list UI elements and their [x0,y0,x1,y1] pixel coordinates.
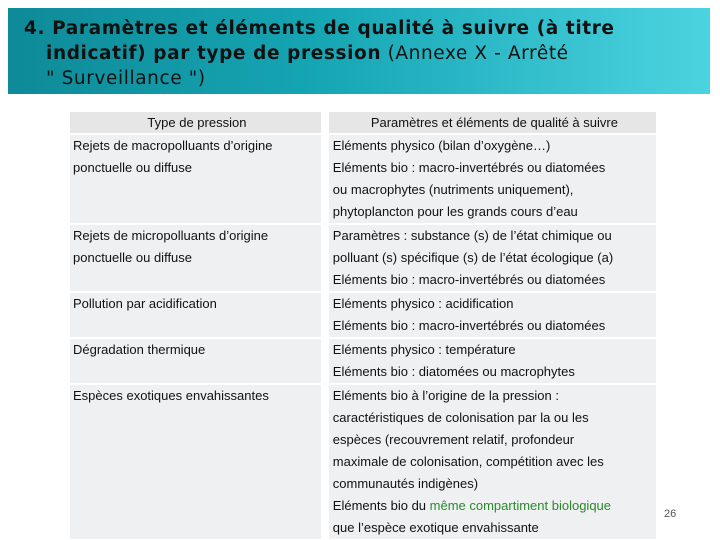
cell-text: : macro-invertébrés ou diatomées [407,318,606,333]
cell-text: communautés indigènes) [332,476,479,491]
cell-line [73,201,321,223]
cell-line [333,339,656,361]
cell-line [333,201,656,223]
title-banner [8,8,710,94]
cell-text: Eléments bio [332,318,408,333]
cell-line [73,315,321,337]
cell-text: polluant (s) spécifique (s) de l’état écologique (a) [332,250,614,265]
cell-text: Eléments bio [332,160,408,175]
cell-line [333,157,656,179]
cell-text: du [407,498,430,513]
left-cell [70,225,321,291]
cell-text: Eléments bio [332,364,408,379]
cell-text: Espèces exotiques envahissantes [73,388,269,403]
table-body [70,133,656,539]
cell-line [333,429,656,451]
right-cell [329,135,656,223]
right-cell [329,385,656,539]
left-cell [70,339,321,383]
title-text: (Annexe X - Arrêté [381,43,569,64]
cell-line [73,429,321,451]
cell-text: espèces (recouvrement relatif, profondeur [332,432,575,447]
cell-text: : acidification [434,296,514,311]
cell-text: caractéristiques de colonisation par la ou les [332,410,589,425]
cell-text: ou macrophytes (nutriments uniquement), [332,182,574,197]
cell-line [73,293,321,315]
cell-line [73,269,321,291]
cell-line [73,225,321,247]
table-row [70,337,656,383]
cell-text: : température [434,342,516,357]
cell-line [73,451,321,473]
title-line-2 [24,41,696,66]
cell-text: Eléments bio [332,498,408,513]
cell-line [333,315,656,337]
cell-text: Rejets de [73,228,132,243]
table-header-row [70,112,656,133]
cell-text: : macro-invertébrés ou diatomées [407,160,606,175]
cell-text: Eléments bio à l’origine de la pression [332,388,552,403]
cell-text: Rejets de [73,138,132,153]
cell-line [333,473,656,495]
left-cell [70,385,321,539]
cell-line [333,495,656,517]
cell-text: : substance (s) de l’état chimique ou [400,228,612,243]
cell-text: Eléments physico [332,342,435,357]
cell-line [333,517,656,539]
cell-text: phytoplancton pour les grands cours d’eau [332,204,578,219]
cell-text: maximale de colonisation, compétition avec les [332,454,604,469]
table-row [70,223,656,291]
title-text: indicatif) par type de pression [46,43,382,64]
cell-text: thermique [147,342,206,357]
cell-text: Paramètres [332,228,400,243]
header-type-pression: Type de pression [70,112,321,133]
right-cell [329,225,656,291]
cell-line [333,269,656,291]
cell-line [333,451,656,473]
cell-text: Eléments physico [332,296,435,311]
table-row [70,383,656,539]
cell-line [73,157,321,179]
cell-line [73,135,321,157]
cell-line [333,135,656,157]
cell-text: Eléments bio [332,272,408,287]
title-text: " Surveillance ") [46,68,206,89]
cell-text: même compartiment biologique [429,498,612,513]
cell-line [333,179,656,201]
page-number: 26 [664,508,677,520]
cell-text: d’origine [219,138,273,153]
cell-line [333,361,656,383]
cell-line [73,495,321,517]
cell-line [73,179,321,201]
cell-text: Dégradation [73,342,148,357]
cell-line [333,247,656,269]
cell-line [73,473,321,495]
pressure-table [70,112,656,539]
cell-text: micropolluants [131,228,216,243]
cell-text: acidification [148,296,217,311]
cell-text: ponctuelle ou diffuse [73,250,193,265]
cell-line [73,385,321,407]
cell-line [73,247,321,269]
cell-text: Eléments physico [332,138,435,153]
header-parametres: Paramètres et éléments de qualité à suivre [329,112,656,133]
title-line-3 [24,66,696,91]
table-row [70,133,656,223]
cell-line [333,225,656,247]
cell-line [333,407,656,429]
cell-text: macropolluants [131,138,220,153]
left-cell [70,135,321,223]
cell-text: (bilan d’oxygène…) [434,138,551,153]
cell-text: Pollution par [73,296,149,311]
cell-line [73,361,321,383]
cell-text: que l’espèce exotique envahissante [332,520,539,535]
title-text: 4. Paramètres et éléments de qualité à suivre (à titre [24,18,615,39]
cell-line [73,339,321,361]
right-cell [329,293,656,337]
table-row [70,291,656,337]
cell-line [73,517,321,539]
title-line-1 [24,16,696,41]
right-cell [329,339,656,383]
cell-text: : diatomées ou macrophytes [407,364,575,379]
cell-text: ponctuelle ou diffuse [73,160,193,175]
cell-line [73,407,321,429]
cell-line [333,293,656,315]
cell-text: : macro-invertébrés ou diatomées [407,272,606,287]
cell-text: : [551,388,559,403]
cell-text: d’origine [215,228,269,243]
cell-line [333,385,656,407]
left-cell [70,293,321,337]
